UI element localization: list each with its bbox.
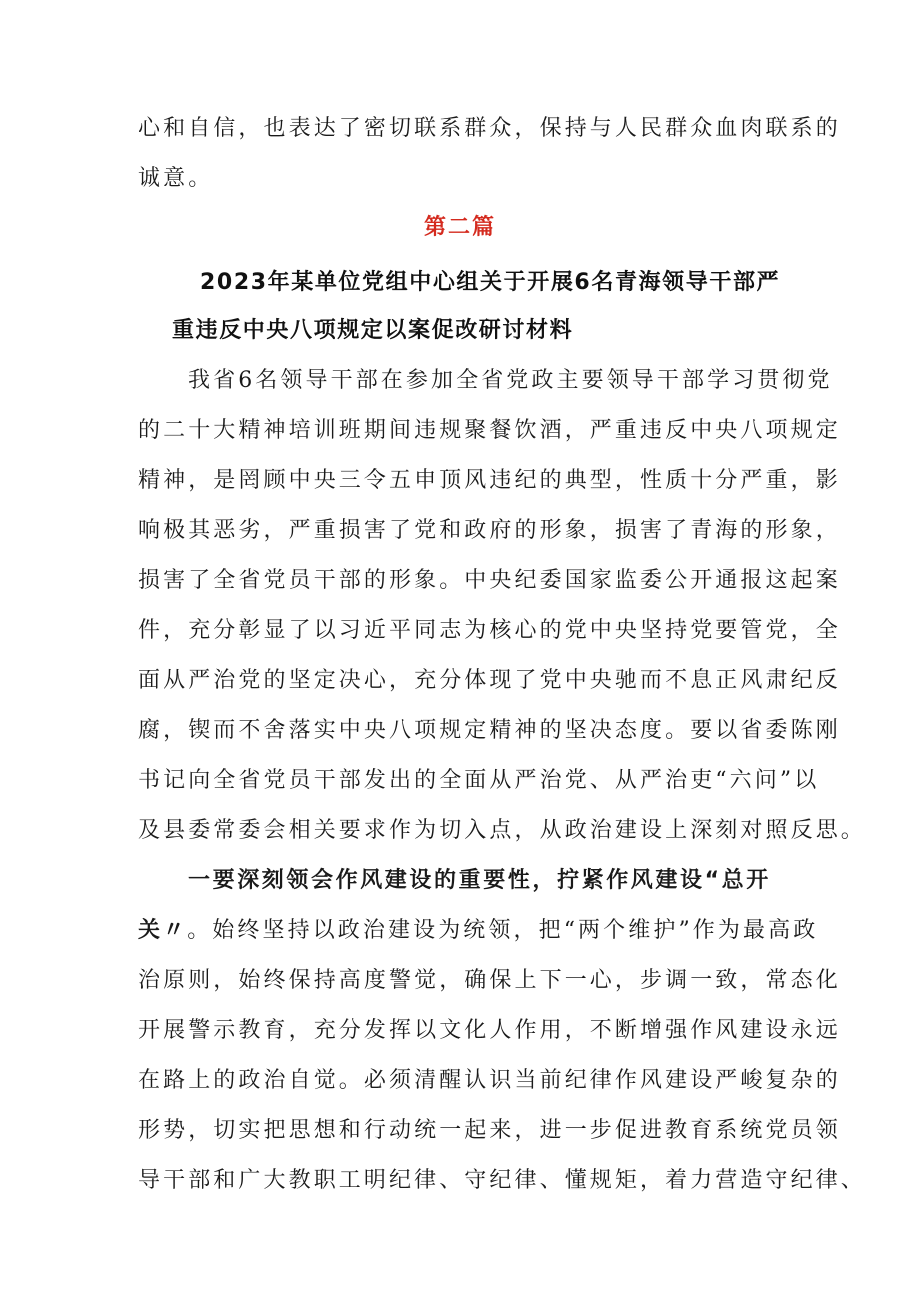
paragraph1-line-4: 响极其恶劣，严重损害了党和政府的形象，损害了青海的形象，	[138, 518, 841, 543]
point1-line-2	[138, 916, 819, 946]
point1-line-5: 在路上的政治自觉。必须清醒认识当前纪律作风建设严峻复杂的	[138, 1068, 841, 1093]
point1-line-4: 开展警示教育，充分发挥以文化人作用，不断增强作风建设永远	[138, 1018, 841, 1043]
paragraph1-line-9: 书记向全省党员干部发出的全面从严治党、从严治吏“六问”以	[138, 768, 820, 793]
paragraph1-line-8: 腐，锲而不舍落实中央八项规定精神的坚决态度。要以省委陈刚	[138, 718, 841, 743]
point1-line-2-rest: 。始终坚持以政治建设为统领，把“两个维护”作为最高政	[187, 918, 819, 943]
intro-line-1: 心和自信，也表达了密切联系群众，保持与人民群众血肉联系的	[138, 116, 841, 141]
paragraph1-line-1: 我省6名领导干部在参加全省党政主要领导干部学习贯彻党	[188, 368, 833, 393]
paragraph1-line-10: 及县委常委会相关要求作为切入点，从政治建设上深刻对照反思。	[138, 818, 866, 843]
intro-line-2: 诚意。	[138, 166, 214, 191]
heading-line-2: 重违反中央八项规定以案促改研讨材料	[172, 318, 574, 343]
paragraph1-line-5: 损害了全省党员干部的形象。中央纪委国家监委公开通报这起案	[138, 568, 841, 593]
point1-bold-line-2-start: 关〃	[138, 918, 188, 943]
paragraph1-line-6: 件，充分彰显了以习近平同志为核心的党中央坚持党要管党，全	[138, 618, 841, 643]
paragraph1-line-2: 的二十大精神培训班期间违规聚餐饮酒，严重违反中央八项规定	[138, 418, 841, 443]
section-title: 第二篇	[423, 215, 496, 240]
point1-line-3: 治原则，始终保持高度警觉，确保上下一心，步调一致，常态化	[138, 968, 841, 993]
point1-line-6: 形势，切实把思想和行动统一起来，进一步促进教育系统党员领	[138, 1118, 841, 1143]
point1-bold-line-1: 一要深刻领会作风建设的重要性，拧紧作风建设“总开	[188, 868, 771, 893]
point1-line-7: 导干部和广大教职工明纪律、守纪律、懂规矩，着力营造守纪律、	[138, 1168, 866, 1193]
heading-line-1: 2023年某单位党组中心组关于开展6名青海领导干部严	[200, 270, 781, 295]
paragraph1-line-7: 面从严治党的坚定决心，充分体现了党中央驰而不息正风肃纪反	[138, 668, 841, 693]
paragraph1-line-3: 精神，是罔顾中央三令五申顶风违纪的典型，性质十分严重，影	[138, 468, 841, 493]
